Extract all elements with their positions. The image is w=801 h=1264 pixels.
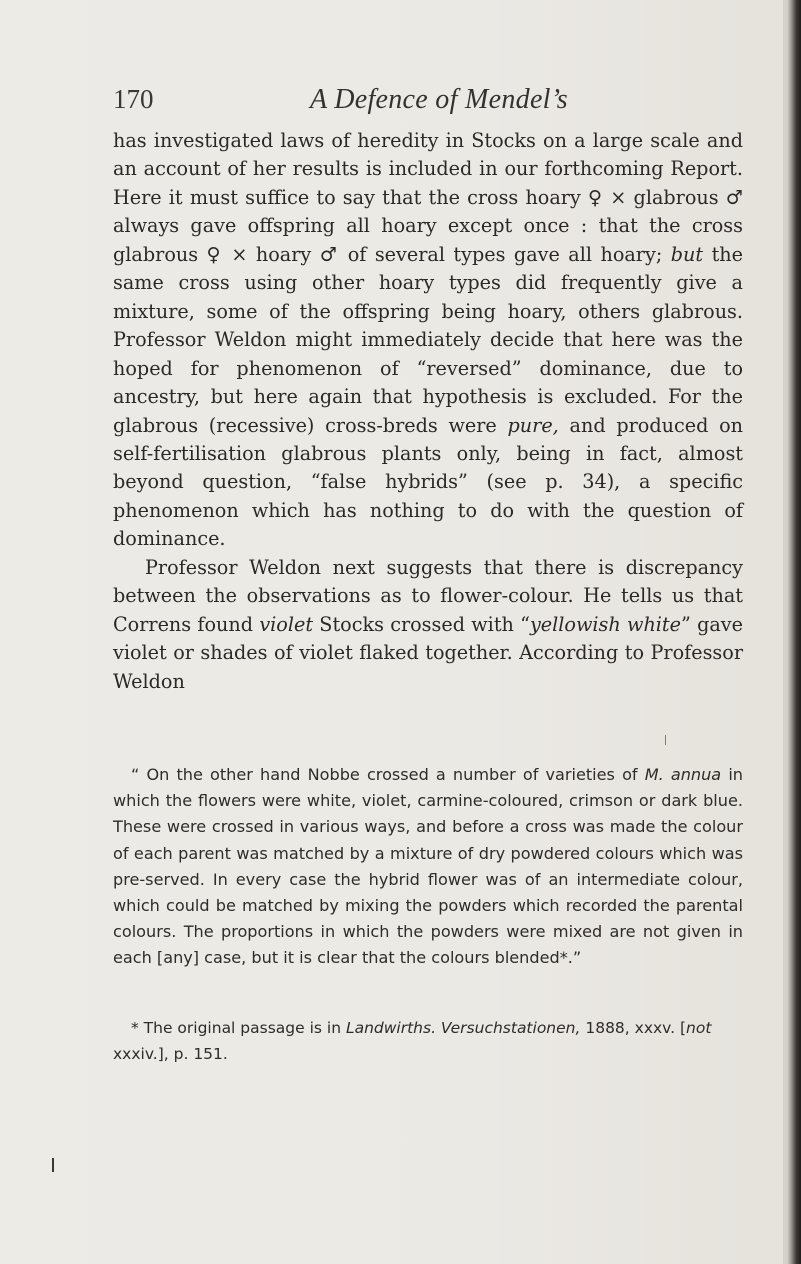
paragraph-1-text-a: has investigated laws of heredity in Stocks on a large scale and an account of her results is included in our forthcoming Report. Here it must suffice to say that the cross hoary ♀ × glabrous ♂ always gave offspring all hoary except once : that the cross glabrous ♀ × hoary ♂ of several types gave all hoary;: [113, 129, 743, 266]
scan-speck-mark: [52, 1158, 54, 1172]
paragraph-2-italic-violet: violet: [259, 612, 314, 636]
page-header: [113, 84, 753, 124]
footnote: [113, 1015, 743, 1067]
footnote-italic-not: not: [686, 1019, 712, 1037]
paragraph-1-italic-pure: pure,: [507, 413, 559, 437]
footnote-text-a: * The original passage is in: [131, 1019, 346, 1037]
paragraph-1: [113, 127, 743, 554]
paragraph-1-text-c: the same cross using other hoary types did frequently give a mixture, some of the offspring being hoary, others glabrous. Professor Weldon might immediately decide that here was the hoped for phenomenon of “reversed” dominance, due to ancestry, but here again that hypothesis is excluded. For the glabrous (recessive) cross-breds were: [113, 242, 743, 437]
body-text: [113, 127, 743, 696]
page-number: 170: [113, 84, 154, 114]
quote-paragraph: [113, 762, 743, 972]
running-head: A Defence of Mendel’s: [310, 84, 568, 115]
paragraph-1-text-e: and produced on self-fertilisation glabrous plants only, being in fact, almost beyond question, “false hybrids” (see p. 34), a specific phenomenon which has nothing to do with the question of dominance.: [113, 413, 744, 551]
quote-text-c: in which the flowers were white, violet, carmine-coloured, crimson or dark blue. These were crossed in various ways, and before a cross was made the colour of each parent was matched by a mixture of dry powdered colours which was pre-served. In every case the hybrid flower was of an intermediate colour, which could be matched by mixing the powders which recorded the parental colours. The proportions in which the powders were mixed are not given in each [any] case, but it is clear that the colours blended*.”: [113, 765, 743, 968]
paragraph-2-text-e: ” gave violet or shades of violet flaked together. According to Professor Weldon: [113, 612, 743, 693]
paragraph-1-italic-but: but: [670, 242, 704, 266]
paragraph-2: [113, 554, 743, 696]
footnote-text-e: xxxiv.], p. 151.: [113, 1045, 228, 1063]
block-quote: [113, 762, 743, 972]
footnote-text-c: 1888, xxxv. [: [580, 1019, 687, 1037]
page-edge-shadow: [787, 0, 801, 1264]
footnote-paragraph: [113, 1015, 743, 1067]
footnote-italic-source: Landwirths. Versuchstationen,: [345, 1019, 581, 1037]
scan-speck-mark-2: [665, 735, 666, 745]
quote-italic-species: M. annua: [644, 765, 722, 784]
paragraph-2-text-c: Stocks crossed with “: [313, 612, 530, 636]
quote-text-a: “ On the other hand Nobbe crossed a number of varieties of: [131, 765, 645, 784]
paragraph-2-text-a: Professor Weldon next suggests that there is discrepancy between the observations as to flower-colour. He tells us that Correns found: [113, 555, 743, 636]
paragraph-2-italic-yellowish-white: yellowish white: [529, 612, 681, 636]
